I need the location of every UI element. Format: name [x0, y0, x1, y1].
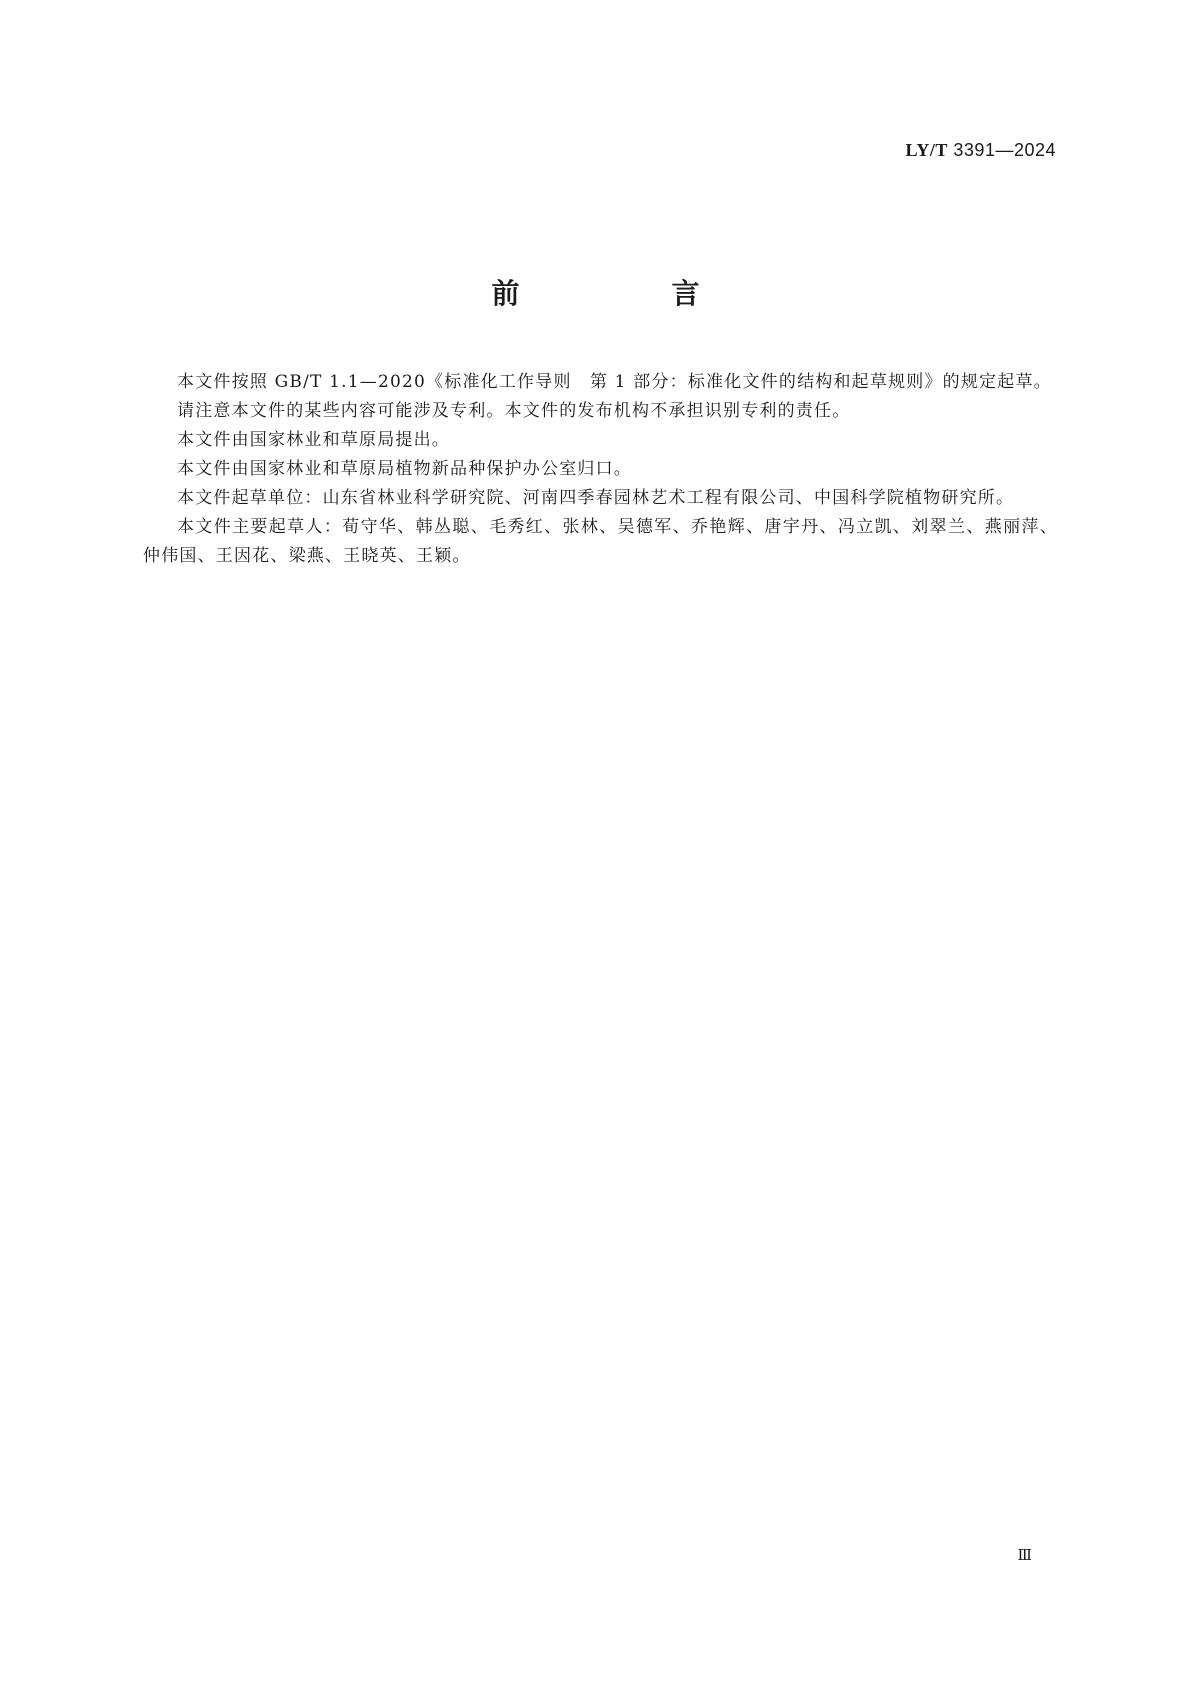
page-number: Ⅲ [1017, 1546, 1031, 1564]
page-title: 前 言 [491, 277, 762, 310]
standard-prefix: LY/T [905, 140, 948, 160]
paragraph-administered-by: 本文件由国家林业和草原局植物新品种保护办公室归口。 [177, 459, 632, 479]
standard-number: 3391—2024 [953, 140, 1056, 160]
paragraph-drafting-organizations: 本文件起草单位：山东省林业科学研究院、河南四季春园林艺术工程有限公司、中国科学院植物研究所。 [177, 488, 1015, 508]
paragraph-main-drafters: 本文件主要起草人：荀守华、韩丛聪、毛秀红、张林、吴德军、乔艳辉、唐宇丹、冯立凯、刘翠兰、燕丽萍、仲伟国、王因花、梁燕、王晓英、王颖。 [143, 517, 1058, 566]
standard-code-header [906, 140, 1056, 161]
foreword-body [143, 368, 1058, 571]
paragraph-proposed-by: 本文件由国家林业和草原局提出。 [177, 430, 450, 450]
paragraph-patent-notice: 请注意本文件的某些内容可能涉及专利。本文件的发布机构不承担识别专利的责任。 [177, 401, 851, 421]
paragraph-drafting-rules: 本文件按照 GB/T 1.1—2020《标准化工作导则 第 1 部分：标准化文件的结构和起草规则》的规定起草。 [177, 372, 1052, 392]
